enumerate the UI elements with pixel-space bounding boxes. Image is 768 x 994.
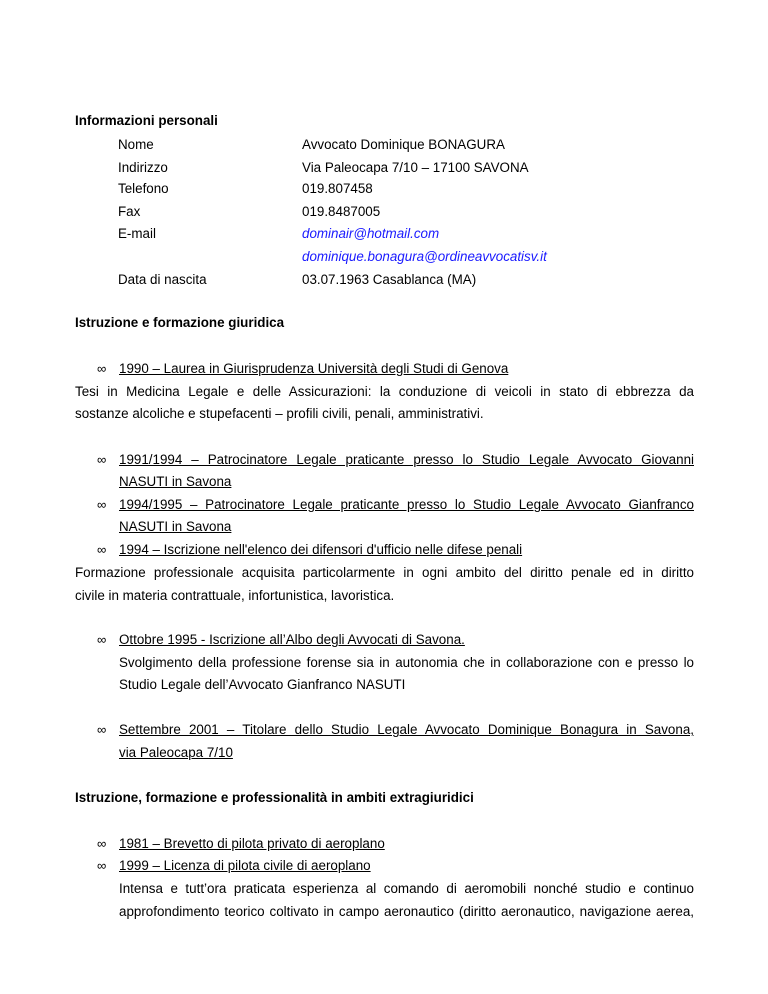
section-title-personal: Informazioni personali <box>75 113 218 128</box>
bullet-icon: ∞ <box>97 361 107 376</box>
email-link-1[interactable]: dominair@hotmail.com <box>302 226 440 241</box>
item-patrocinatore-2-line1: 1994/1995 – Patrocinatore Legale praticante presso lo Studio Legale Avvocato Gianfranco <box>119 497 694 512</box>
label-fax: Fax <box>118 204 141 219</box>
item-titolare-line1: Settembre 2001 – Titolare dello Studio Legale Avvocato Dominique Bonagura in Savona, <box>119 722 694 737</box>
item-patrocinatore-1-line2: NASUTI in Savona <box>119 474 232 489</box>
item-patrocinatore-2-line2: NASUTI in Savona <box>119 519 232 534</box>
label-data-nascita: Data di nascita <box>118 272 207 287</box>
item-brevetto: 1981 – Brevetto di pilota privato di aeroplano <box>119 836 385 851</box>
extra-text-line2: approfondimento teorico coltivato in campo aeronautico (diritto aeronautico, navigazione aerea, <box>119 904 694 919</box>
item-patrocinatore-1-line1: 1991/1994 – Patrocinatore Legale praticante presso lo Studio Legale Avvocato Giovanni <box>119 452 694 467</box>
item-laurea: 1990 – Laurea in Giurisprudenza Università degli Studi di Genova <box>119 361 509 376</box>
value-telefono: 019.807458 <box>302 181 373 196</box>
svolgimento-text-line1: Svolgimento della professione forense sia in autonomia che in collaborazione con e presso lo <box>119 655 694 670</box>
value-nome: Avvocato Dominique BONAGURA <box>302 137 505 152</box>
svolgimento-text-line2: Studio Legale dell’Avvocato Gianfranco NASUTI <box>119 677 406 692</box>
label-telefono: Telefono <box>118 181 169 196</box>
tesi-text-line2: sostanze alcoliche e stupefacenti – profili civili, penali, amministrativi. <box>75 406 484 421</box>
label-nome: Nome <box>118 137 154 152</box>
item-albo: Ottobre 1995 - Iscrizione all’Albo degli Avvocati di Savona. <box>119 632 465 647</box>
bullet-icon: ∞ <box>97 542 107 557</box>
section-title-istruzione: Istruzione e formazione giuridica <box>75 315 285 330</box>
tesi-text-line1: Tesi in Medicina Legale e delle Assicurazioni: la conduzione di veicoli in stato di ebbrezza da <box>75 384 694 399</box>
formazione-text-line2: civile in materia contrattuale, infortunistica, lavoristica. <box>75 588 395 603</box>
bullet-icon: ∞ <box>97 497 107 512</box>
bullet-icon: ∞ <box>97 858 107 873</box>
bullet-icon: ∞ <box>97 722 107 737</box>
value-indirizzo: Via Paleocapa 7/10 – 17100 SAVONA <box>302 160 529 175</box>
email-link-2[interactable]: dominique.bonagura@ordineavvocatisv.it <box>302 249 547 264</box>
value-data-nascita: 03.07.1963 Casablanca (MA) <box>302 272 477 287</box>
item-titolare-line2: via Paleocapa 7/10 <box>119 745 233 760</box>
item-licenza: 1999 – Licenza di pilota civile di aeroplano <box>119 858 371 873</box>
label-email: E-mail <box>118 226 156 241</box>
value-fax: 019.8487005 <box>302 204 381 219</box>
label-indirizzo: Indirizzo <box>118 160 168 175</box>
extra-text-line1: Intensa e tutt’ora praticata esperienza al comando di aeromobili nonché studio e continuo <box>119 881 694 896</box>
formazione-text-line1: Formazione professionale acquisita particolarmente in ogni ambito del diritto penale ed in diritto <box>75 565 694 580</box>
bullet-icon: ∞ <box>97 452 107 467</box>
section-title-extragiuridici: Istruzione, formazione e professionalità in ambiti extragiuridici <box>75 790 474 805</box>
item-difensori: 1994 – Iscrizione nell'elenco dei difensori d'ufficio nelle difese penali <box>119 542 523 557</box>
bullet-icon: ∞ <box>97 836 107 851</box>
bullet-icon: ∞ <box>97 632 107 647</box>
